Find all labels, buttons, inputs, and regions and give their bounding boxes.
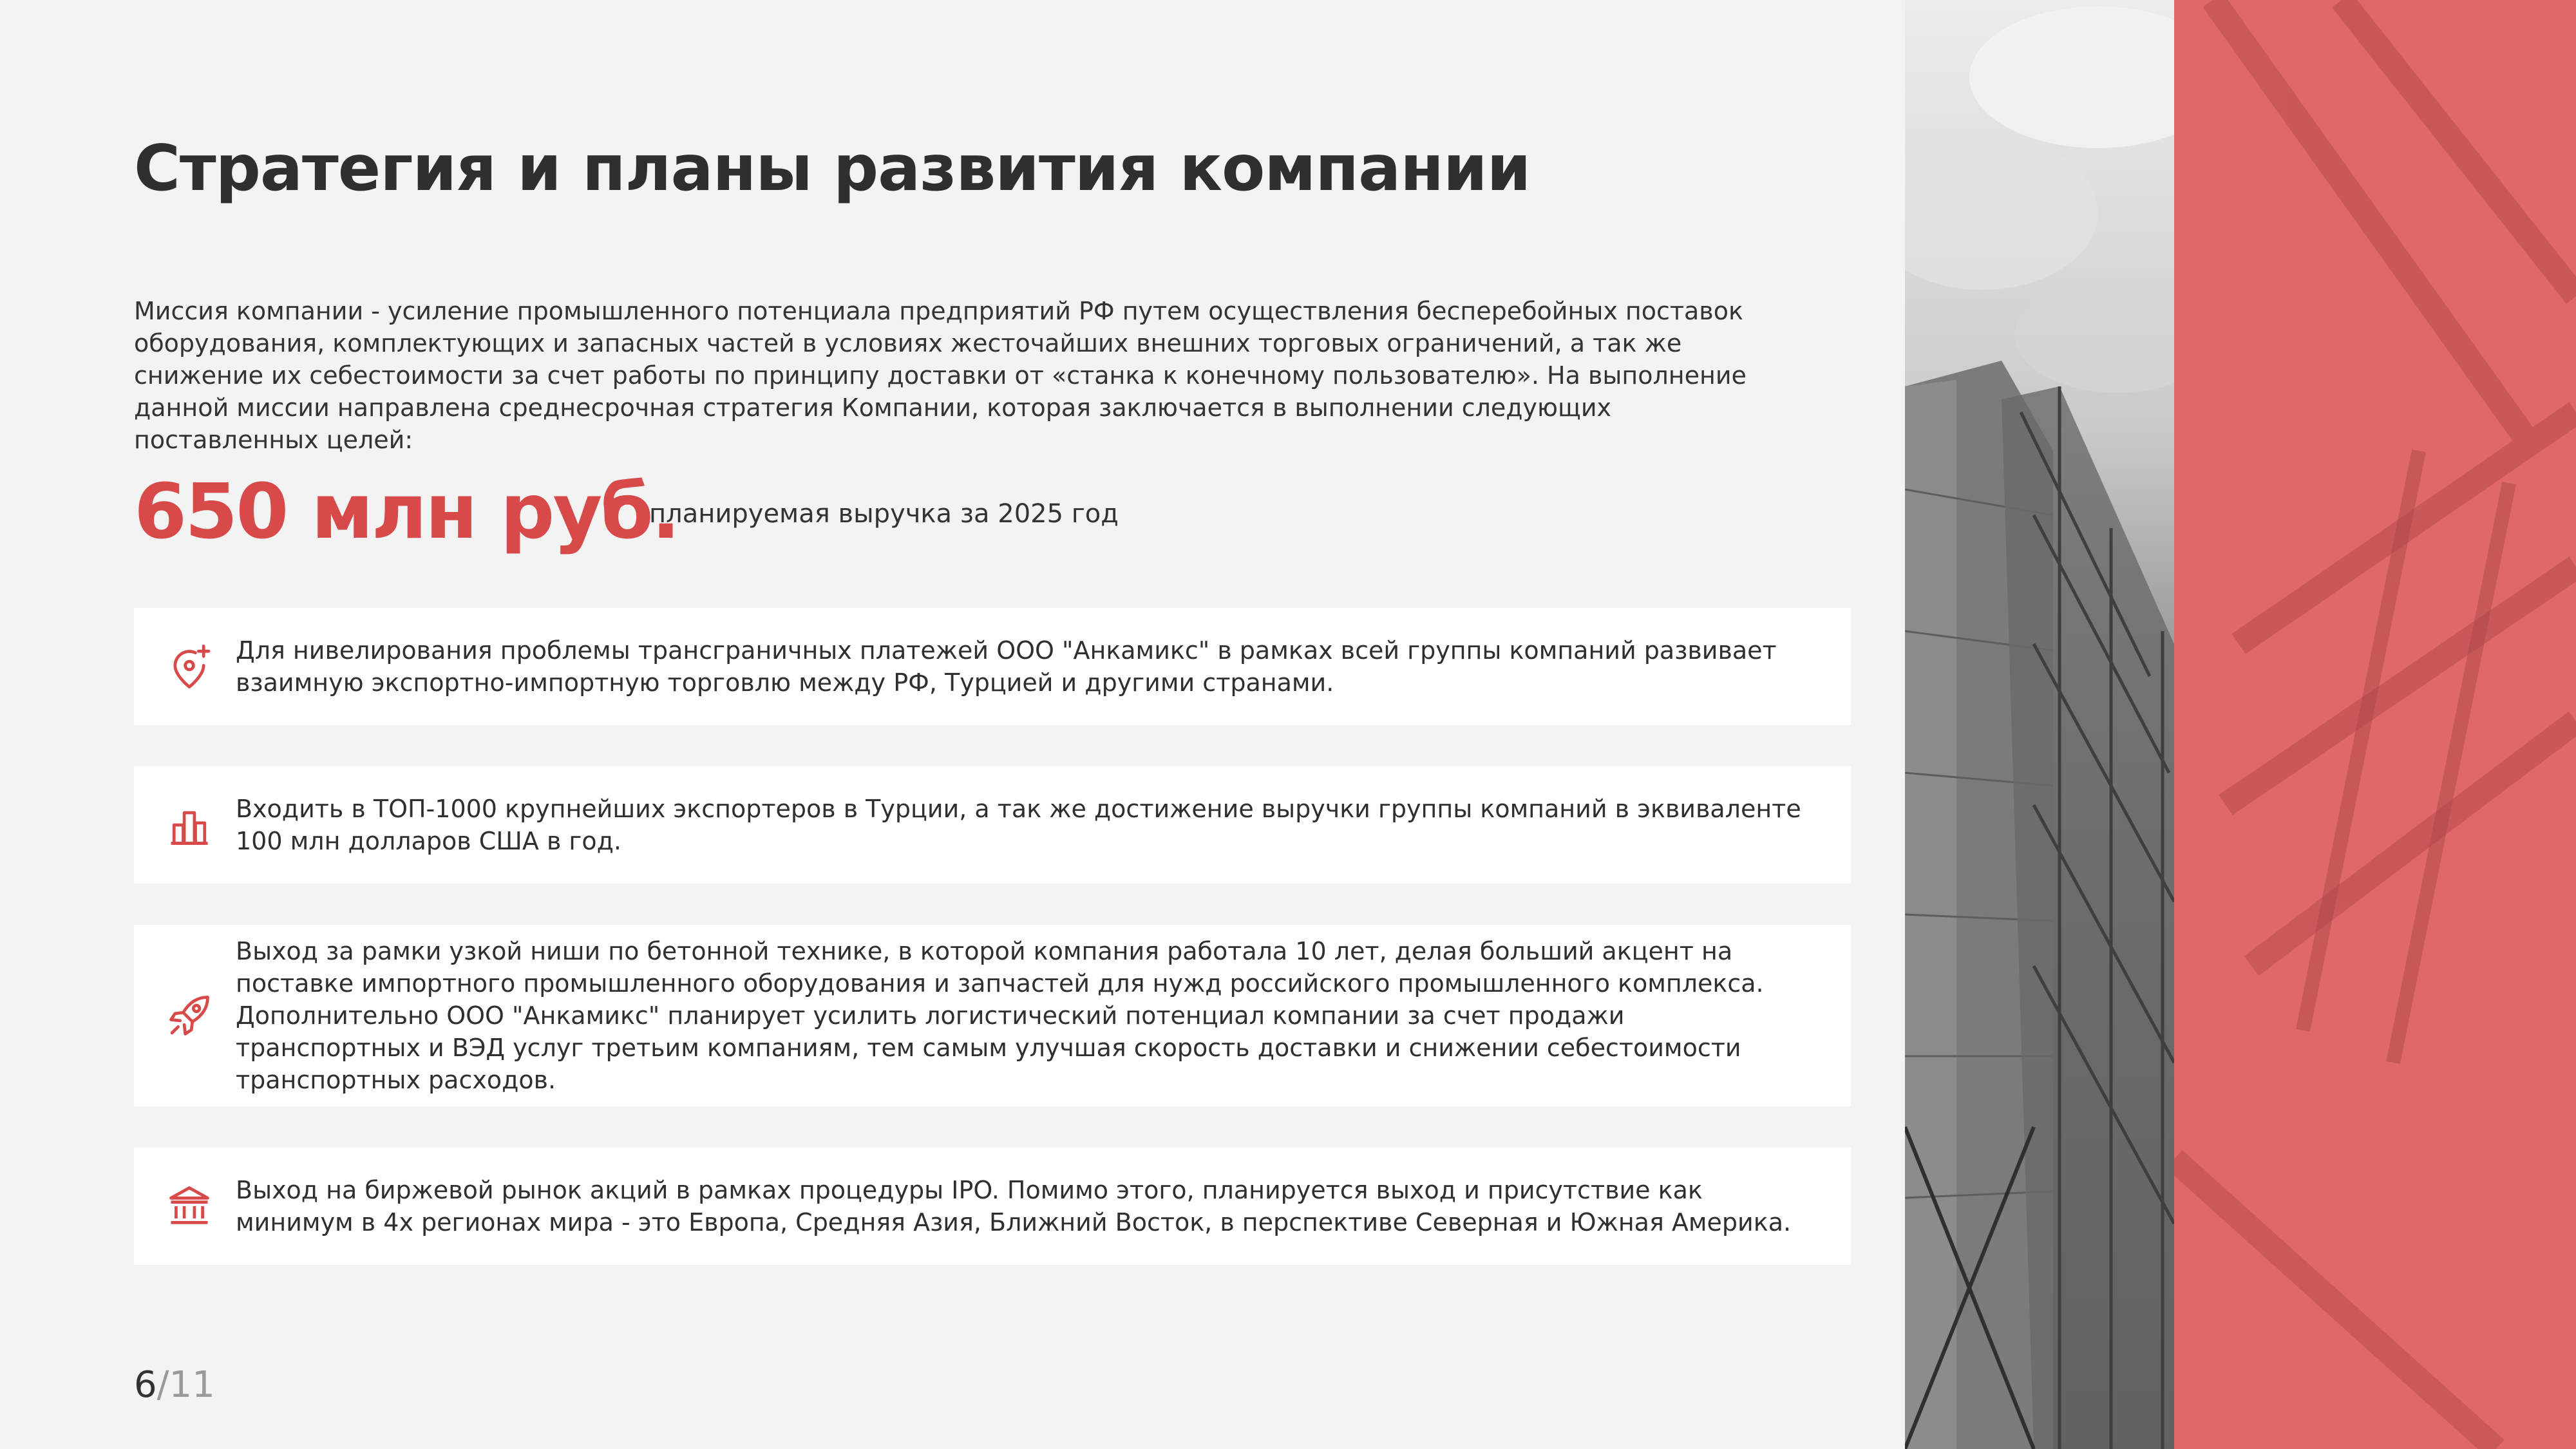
mission-paragraph: Миссия компании - усиление промышленного потенциала предприятий РФ путем осуществления бесперебойных поставок оборудования, комплектующих и запасных частей в условиях жесточайших внешних торговых ограничений, а так же снижение их себестоимости за счет работы по принципу доставки от «станка к конечному пользователю». На выполнение данной миссии направлена среднесрочная стратегия Компании, которая заключается в выполнении следующих поставленных целей: [134, 297, 1747, 454]
rocket-icon [165, 991, 214, 1040]
bar-chart-icon [165, 800, 214, 849]
page-current: 6 [134, 1364, 157, 1406]
revenue-value: 650 млн руб. [134, 467, 679, 556]
page-total: /11 [156, 1364, 215, 1406]
goal-text: Выход за рамки узкой ниши по бетонной технике, в которой компания работала 10 лет, делая больший акцент на поставке импортного промышленного оборудования и запчастей для нужд российского промышленного комплекса. Дополнительно ООО "Анкамикс" планирует усилить логистический потенциал компании за счет продажи транспортных и ВЭД услуг третьим компаниям, тем самым улучшая скорость доставки и снижении себестоимости транспортных расходов. [236, 937, 1764, 1094]
revenue-label: планируемая выручка за 2025 год [649, 499, 1119, 529]
location-plus-icon [165, 642, 214, 691]
decorative-red-panel [2174, 0, 2576, 1449]
page-counter [134, 1364, 215, 1406]
goal-text: Для нивелирования проблемы трансграничных платежей ООО "Анкамикс" в рамках всей группы компаний развивает взаимную экспортно-импортную торговлю между РФ, Турцией и другими странами. [236, 636, 1777, 697]
goal-card [134, 766, 1851, 884]
goal-card [134, 608, 1851, 725]
goal-card [134, 1148, 1851, 1265]
goal-text: Входить в ТОП-1000 крупнейших экспортеров в Турции, а так же достижение выручки группы компаний в эквиваленте 100 млн долларов США в год. [236, 795, 1801, 855]
bank-icon [165, 1182, 214, 1231]
goal-text: Выход на биржевой рынок акций в рамках процедуры IPO. Помимо этого, планируется выход и присутствие как минимум в 4х регионах мира - это Европа, Средняя Азия, Ближний Восток, в перспективе Северная и Южная Америка. [236, 1176, 1792, 1236]
goal-card [134, 925, 1851, 1106]
industrial-silo-photo [1905, 0, 2174, 1449]
page-title: Стратегия и планы развития компании [134, 132, 1531, 205]
